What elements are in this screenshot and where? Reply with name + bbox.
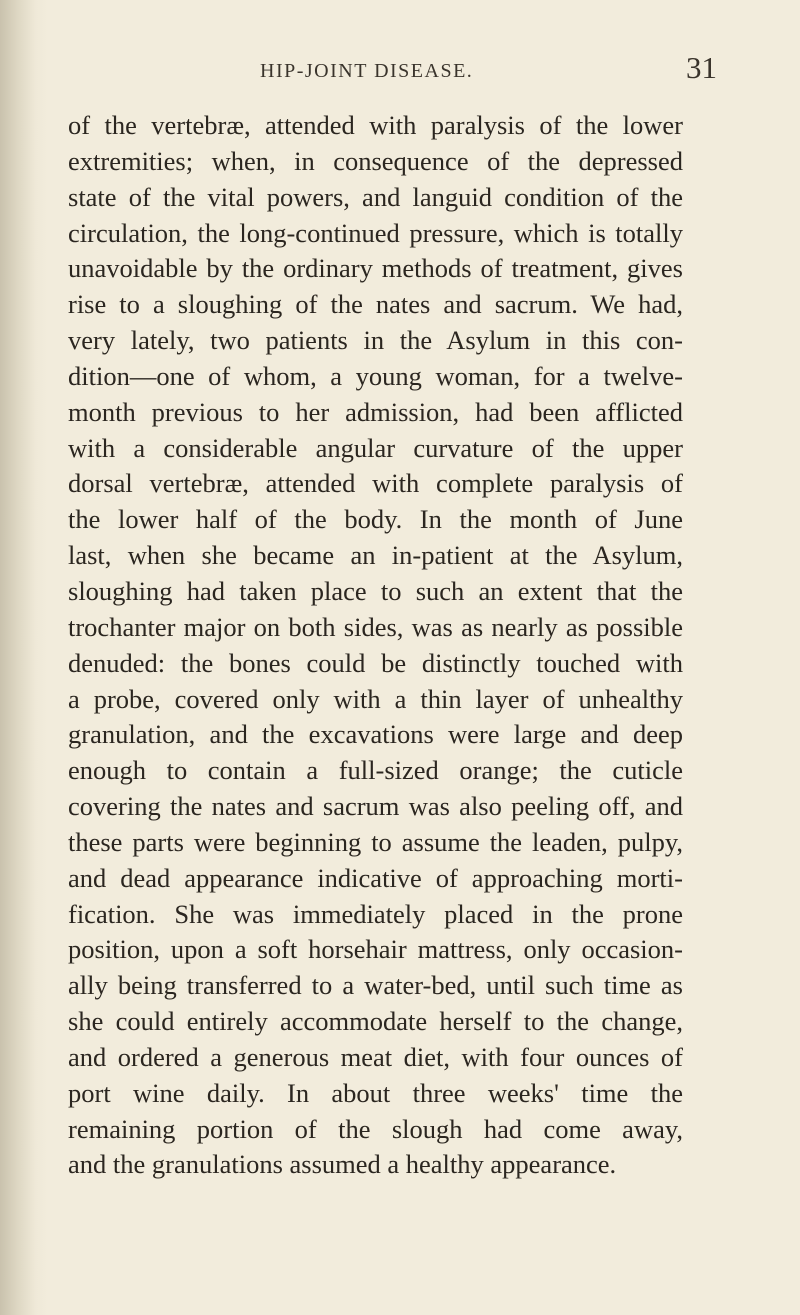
text-line: rise to a sloughing of the nates and sacrum. We had, xyxy=(68,289,683,320)
text-line: last, when she became an in-patient at the Asylum, xyxy=(68,540,683,571)
text-line: circulation, the long-continued pressure, which is totally xyxy=(68,217,683,248)
text-line: the lower half of the body. In the month of June xyxy=(68,504,683,535)
text-line: covering the nates and sacrum was also peeling off, and xyxy=(68,791,683,822)
text-line: dorsal vertebræ, attended with complete paralysis of xyxy=(68,468,683,499)
body-paragraph xyxy=(68,108,683,1183)
text-line: port wine daily. In about three weeks' time the xyxy=(68,1077,683,1108)
text-line: enough to contain a full-sized orange; the cuticle xyxy=(68,755,683,786)
text-line: denuded: the bones could be distinctly touched with xyxy=(68,647,683,678)
text-line: of the vertebræ, attended with paralysis of the lower xyxy=(68,110,683,140)
text-line: fication. She was immediately placed in the prone xyxy=(68,898,683,929)
page-number: 31 xyxy=(686,50,717,85)
running-head: HIP-JOINT DISEASE. xyxy=(260,60,474,82)
text-line: sloughing had taken place to such an extent that the xyxy=(68,575,683,606)
text-line: and ordered a generous meat diet, with four ounces of xyxy=(68,1041,683,1072)
text-line: granulation, and the excavations were large and deep xyxy=(68,719,683,750)
text-line: state of the vital powers, and languid condition of the xyxy=(68,181,683,212)
text-line: and dead appearance indicative of approaching morti- xyxy=(68,862,683,893)
text-line: dition—one of whom, a young woman, for a twelve- xyxy=(68,360,683,391)
text-line: remaining portion of the slough had come away, xyxy=(68,1113,683,1144)
text-line: very lately, two patients in the Asylum in this con- xyxy=(68,325,683,356)
text-line: ally being transferred to a water-bed, until such time as xyxy=(68,970,683,1001)
text-line: position, upon a soft horsehair mattress, only occasion- xyxy=(68,934,683,965)
text-line: these parts were beginning to assume the leaden, pulpy, xyxy=(68,826,683,857)
text-line: and the granulations assumed a healthy appearance. xyxy=(68,1149,617,1180)
text-line: extremities; when, in consequence of the depressed xyxy=(68,145,683,176)
text-line: she could entirely accommodate herself to the change, xyxy=(68,1006,683,1037)
text-line: trochanter major on both sides, was as nearly as possible xyxy=(68,611,683,642)
text-line: month previous to her admission, had been afflicted xyxy=(68,396,683,427)
text-line: a probe, covered only with a thin layer of unhealthy xyxy=(68,683,683,714)
text-line: with a considerable angular curvature of the upper xyxy=(68,432,683,463)
text-line: unavoidable by the ordinary methods of treatment, gives xyxy=(68,253,683,284)
